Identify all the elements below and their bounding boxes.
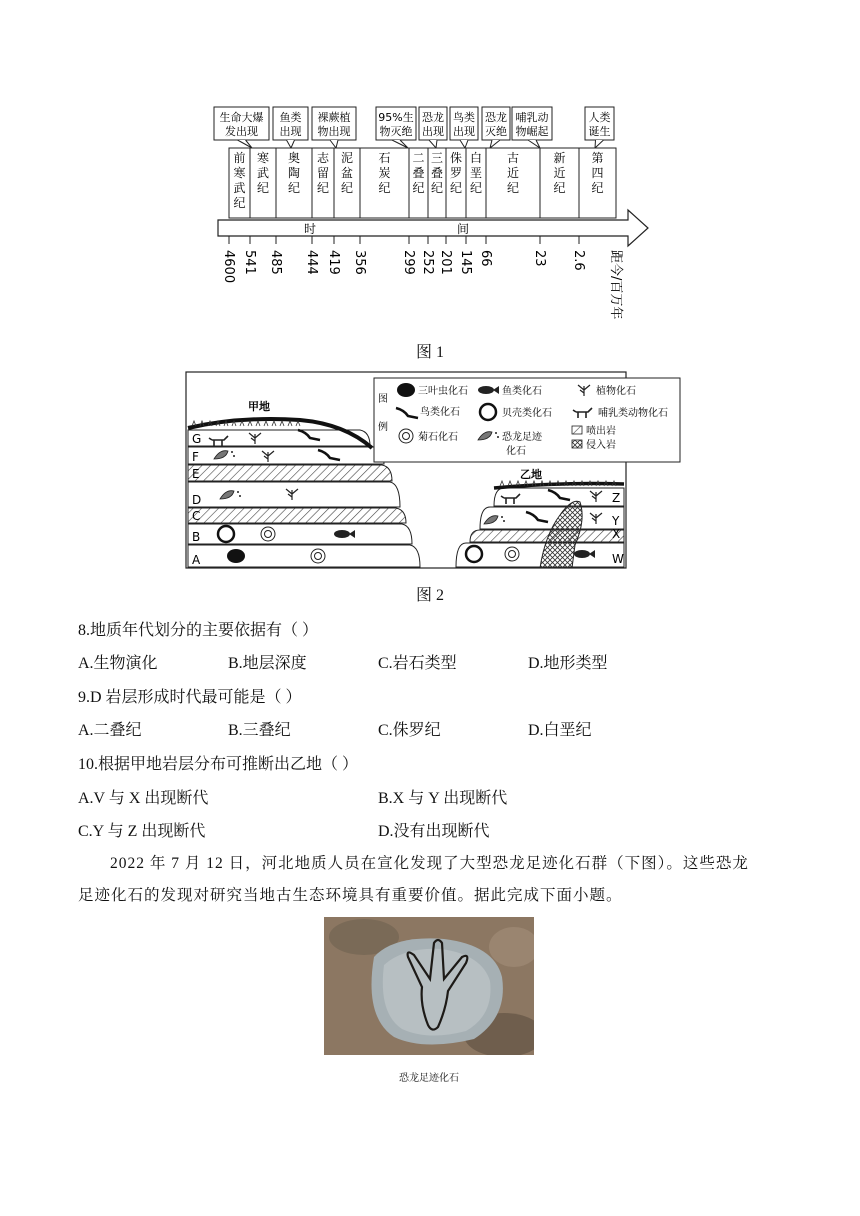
tick-label: 145 (458, 250, 473, 275)
period-label: 纪 (553, 181, 566, 195)
period-label: 罗 (449, 166, 463, 180)
stratum-label: D (192, 493, 202, 507)
period-label: 寒 (233, 166, 246, 180)
legend-label: 三叶虫化石 (418, 386, 468, 397)
period-label: 侏 (449, 151, 463, 165)
period-label: 寒 (256, 151, 270, 165)
event-label: 恐龙 (422, 111, 444, 124)
period-box (409, 148, 428, 218)
question-8-stem: 8.地质年代划分的主要依据有（ ） (78, 622, 319, 639)
stratum-label: G (192, 432, 202, 446)
q8-option-c: C.岩石类型 (378, 655, 457, 672)
time-unit: 距今/百万年 (608, 250, 623, 320)
event-label: 物出现 (317, 125, 351, 138)
q9-option-a: A.二叠纪 (78, 722, 142, 739)
period-label: 前 (233, 151, 246, 165)
tick-label: 299 (401, 250, 416, 275)
period-label: 纪 (430, 181, 444, 195)
ammonite-fossil-icon (261, 527, 275, 541)
stratum-a (188, 430, 370, 446)
legend-label: 化石 (506, 446, 526, 457)
event-box (585, 107, 614, 148)
event-label: 发出现 (225, 125, 258, 138)
period-label: 第 (591, 151, 604, 165)
event-boxes (214, 107, 614, 148)
extrusive-swatch (572, 426, 582, 434)
legend-label: 侵入岩 (586, 440, 616, 451)
event-label: 95%生 (378, 111, 414, 124)
period-label: 垩 (469, 166, 483, 180)
stratum-label: Y (612, 514, 620, 528)
period-box (446, 148, 466, 218)
period-label: 志 (316, 151, 330, 165)
period-box (540, 148, 579, 218)
period-label: 炭 (378, 166, 391, 180)
ammonite-fossil-icon (505, 547, 519, 561)
q10-option-c: C.Y 与 Z 出现断代 (78, 823, 206, 840)
figure1-caption: 图 1 (415, 344, 444, 361)
period-label: 三 (430, 151, 444, 165)
ammonite-fossil-icon (399, 429, 413, 443)
stratum-label: F (192, 450, 199, 464)
passage-line-1: 2022 年 7 月 12 日，河北地质人员在宣化发现了大型恐龙足迹化石群（下图）。这些恐龙 (110, 855, 749, 872)
legend-title-1: 图 (378, 394, 388, 405)
period-label: 白 (469, 151, 483, 165)
q10-option-b: B.X 与 Y 出现断代 (378, 790, 508, 807)
intrusive-swatch (572, 440, 582, 448)
tick-label: 541 (242, 250, 257, 275)
tick-label: 4600 (221, 250, 236, 284)
tick-label: 201 (438, 250, 453, 275)
stratum-label: W (612, 552, 624, 566)
site-b-strata (456, 481, 624, 568)
period-label: 纪 (506, 181, 520, 195)
period-label: 武 (256, 166, 270, 180)
period-label: 纪 (378, 181, 391, 195)
event-box (482, 107, 510, 148)
event-box (376, 107, 416, 148)
event-label: 哺乳动 (515, 111, 549, 124)
period-label: 武 (233, 181, 246, 195)
event-label: 恐龙 (485, 111, 507, 124)
axis-label-left: 时 (304, 222, 317, 236)
tick-label: 2.6 (571, 250, 586, 271)
q9-option-b: B.三叠纪 (228, 722, 291, 739)
period-label: 纪 (256, 181, 270, 195)
event-box (419, 107, 447, 148)
event-box (214, 107, 269, 148)
event-label: 物灭绝 (379, 125, 413, 138)
period-label: 奥 (287, 151, 301, 165)
period-box (312, 148, 334, 218)
event-label: 出现 (279, 125, 302, 138)
passage-line-2: 足迹化石的发现对研究当地古生态环境具有重要价值。据此完成下面小题。 (78, 887, 623, 904)
period-box (428, 148, 446, 218)
tick-label: 444 (304, 250, 319, 275)
event-label: 裸蕨植 (317, 111, 351, 124)
event-label: 物崛起 (515, 125, 549, 138)
site-b-label: 乙地 (520, 468, 542, 481)
stratum-label: C (192, 509, 201, 523)
time-ticks (221, 236, 586, 283)
figure2-caption: 图 2 (415, 587, 444, 604)
period-box (276, 148, 312, 218)
period-label: 留 (316, 166, 330, 180)
q8-option-d: D.地形类型 (528, 655, 608, 672)
period-label: 纪 (591, 181, 604, 195)
period-label: 二 (412, 151, 425, 165)
period-label: 近 (553, 166, 566, 180)
period-label: 纪 (340, 181, 354, 195)
legend-label: 鸟类化石 (420, 407, 460, 418)
stratum-label: X (612, 527, 621, 541)
tick-label: 356 (352, 250, 367, 275)
event-label: 出现 (422, 125, 444, 138)
tick-label: 23 (532, 250, 547, 267)
period-label: 纪 (412, 181, 425, 195)
shell-fossil-icon (218, 526, 234, 542)
geologic-timeline-figure (0, 0, 860, 340)
period-label: 新 (553, 151, 566, 165)
event-label: 诞生 (588, 125, 611, 138)
stratum-b (480, 507, 624, 529)
event-box (312, 107, 356, 148)
period-label: 石 (378, 151, 391, 165)
period-label: 纪 (316, 181, 330, 195)
period-boxes (229, 148, 616, 218)
dinosaur-footprint-photo (324, 917, 534, 1055)
stratum-a (188, 465, 392, 481)
q8-option-b: B.地层深度 (228, 655, 307, 672)
period-label: 四 (591, 166, 604, 180)
stratum-a (188, 508, 406, 523)
period-box (360, 148, 409, 218)
stratum-a (188, 482, 400, 507)
tick-label: 419 (326, 250, 341, 275)
period-label: 泥 (340, 151, 354, 165)
legend-label: 贝壳类化石 (502, 408, 552, 419)
q10-option-a: A.V 与 X 出现断代 (78, 790, 209, 807)
trilobite-fossil-icon (397, 383, 415, 397)
event-label: 出现 (453, 125, 475, 138)
period-label: 陶 (287, 166, 301, 180)
legend-label: 哺乳类动物化石 (598, 408, 668, 419)
ammonite-fossil-icon (311, 549, 325, 563)
stratum-label: Z (612, 491, 621, 505)
tick-label: 485 (268, 250, 283, 275)
period-label: 叠 (430, 166, 444, 180)
q9-option-d: D.白垩纪 (528, 722, 592, 739)
trilobite-fossil-icon (227, 549, 245, 563)
period-box (486, 148, 540, 218)
stratum-label: E (192, 467, 200, 481)
event-label: 灭绝 (485, 125, 507, 138)
legend-label: 植物化石 (596, 386, 636, 397)
legend-label: 鱼类化石 (502, 386, 542, 397)
question-9-stem: 9.D 岩层形成时代最可能是（ ） (78, 689, 302, 706)
event-label: 生命大爆 (219, 111, 264, 124)
legend-label: 菊石化石 (418, 432, 458, 443)
stratum-a (188, 545, 420, 567)
q8-option-a: A.生物演化 (78, 655, 158, 672)
q9-option-c: C.侏罗纪 (378, 722, 441, 739)
event-label: 人类 (588, 111, 611, 124)
event-label: 鱼类 (279, 111, 302, 124)
period-box (334, 148, 360, 218)
legend-label: 恐龙足迹 (502, 432, 542, 443)
period-label: 纪 (233, 196, 246, 210)
stratum-label: A (192, 553, 201, 567)
strata-figure (0, 370, 860, 580)
event-box (512, 107, 552, 148)
stratum-label: B (192, 530, 201, 544)
period-label: 纪 (449, 181, 463, 195)
event-box (273, 107, 308, 148)
period-box (579, 148, 616, 218)
period-label: 纪 (469, 181, 483, 195)
legend-title-2: 例 (378, 422, 388, 433)
shell-fossil-icon (480, 404, 496, 420)
period-box (466, 148, 486, 218)
shell-fossil-icon (466, 546, 482, 562)
legend-label: 喷出岩 (586, 426, 616, 437)
period-label: 近 (506, 166, 520, 180)
event-label: 鸟类 (453, 111, 475, 124)
axis-label-right: 间 (457, 222, 470, 236)
question-10-stem: 10.根据甲地岩层分布可推断出乙地（ ） (78, 756, 359, 773)
period-box (229, 148, 250, 218)
period-label: 古 (506, 151, 520, 165)
period-label: 纪 (287, 181, 301, 195)
event-box (450, 107, 478, 148)
tick-label: 252 (420, 250, 435, 275)
period-label: 叠 (412, 166, 425, 180)
site-a-label: 甲地 (248, 400, 270, 413)
tick-label: 66 (478, 250, 493, 267)
q10-option-d: D.没有出现断代 (378, 823, 490, 840)
grass-mark (500, 481, 504, 486)
period-box (250, 148, 276, 218)
period-label: 盆 (340, 166, 354, 180)
photo-caption: 恐龙足迹化石 (399, 1073, 459, 1084)
